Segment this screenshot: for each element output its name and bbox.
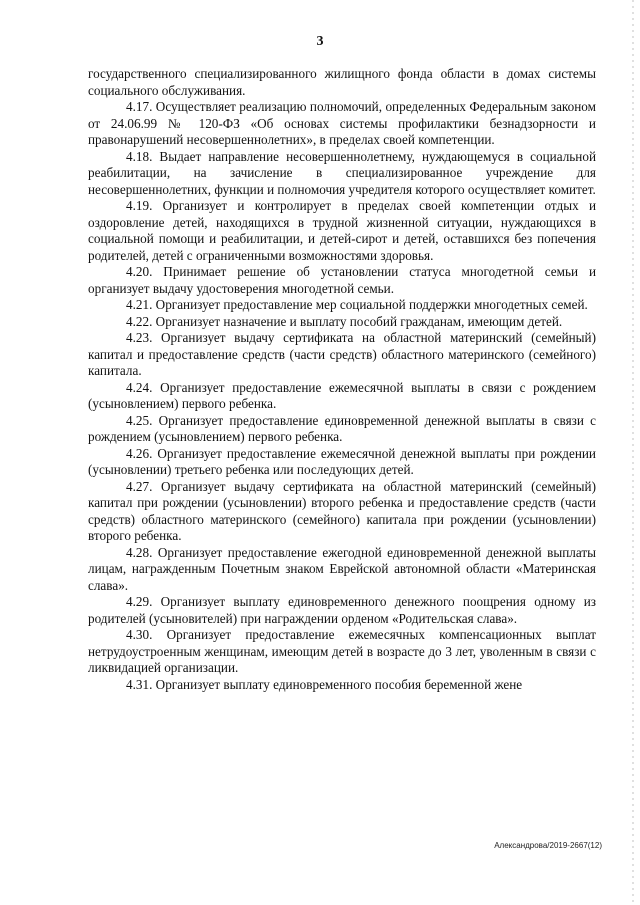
paragraph-4-22: 4.22. Организует назначение и выплату пособий гражданам, имеющим детей. <box>126 313 563 329</box>
paragraph-4-20: 4.20. Принимает решение об установлении статуса многодетной семьи и организует выдачу удостоверения многодетной семьи. <box>88 264 596 296</box>
scan-edge-artifact <box>632 0 634 905</box>
paragraph-4-29: 4.29. Организует выплату единовременного денежного поощрения одному из родителей (усыновителей) при награждении орденом «Родительская слава». <box>88 594 596 626</box>
paragraph-4-19: 4.19. Организует и контролирует в пределах своей компетенции отдых и оздоровление детей, находящихся в трудной жизненной ситуации, нуждающихся в социальной помощи и реабилитации, и детей-сирот и детей, оставшихся без попечения родителей, детей с ограниченными возможностями здоровья. <box>88 198 596 263</box>
paragraph-4-26: 4.26. Организует предоставление ежемесячной денежной выплаты при рождении (усыновлении) третьего ребенка или последующих детей. <box>88 445 596 477</box>
paragraph-4-27: 4.27. Организует выдачу сертификата на областной материнский (семейный) капитал при рождении (усыновлении) второго ребенка и предоставление средств (части средств) областного материнского (семейного) капитала при рождении (усыновлении) второго ребенка. <box>88 478 596 543</box>
paragraph-4-18: 4.18. Выдает направление несовершеннолетнему, нуждающемуся в социальной реабилитации, на зачисление в специализированное учреждение для несовершеннолетних, функции и полномочия учредителя которого осуществляет комитет. <box>88 148 596 197</box>
paragraph-4-24: 4.24. Организует предоставление ежемесячной выплаты в связи с рождением (усыновлением) первого ребенка. <box>88 379 596 411</box>
paragraph-4-25: 4.25. Организует предоставление единовременной денежной выплаты в связи с рождением (усыновлением) первого ребенка. <box>88 412 596 444</box>
document-body <box>88 66 596 693</box>
page-number: 3 <box>316 34 324 49</box>
paragraph-4-28: 4.28. Организует предоставление ежегодной единовременной денежной выплаты лицам, награжденным Почетным знаком Еврейской автономной области «Материнская слава». <box>88 544 596 593</box>
paragraph-4-30: 4.30. Организует предоставление ежемесячных компенсационных выплат нетрудоустроенным женщинам, имеющим детей в возрасте до 3 лет, уволенным в связи с ликвидацией организации. <box>88 627 596 675</box>
paragraph-4-21: 4.21. Организует предоставление мер социальной поддержки многодетных семей. <box>126 297 588 312</box>
paragraph-4-23: 4.23. Организует выдачу сертификата на областной материнский (семейный) капитал и предоставление средств (части средств) областного материнского (семейного) капитала. <box>88 330 596 378</box>
document-footer-code: Александрова/2019-2667(12) <box>494 841 602 850</box>
paragraph-continuation: государственного специализированного жилищного фонда области в домах системы социального обслуживания. <box>88 66 596 98</box>
paragraph-4-17: 4.17. Осуществляет реализацию полномочий, определенных Федеральным законом от 24.06.99 № 120-ФЗ «Об основах системы профилактики безнадзорности и правонарушений несовершеннолетних», в пределах своей компетенции. <box>88 99 596 147</box>
paragraph-4-31: 4.31. Организует выплату единовременного пособия беременной жене <box>126 676 523 692</box>
